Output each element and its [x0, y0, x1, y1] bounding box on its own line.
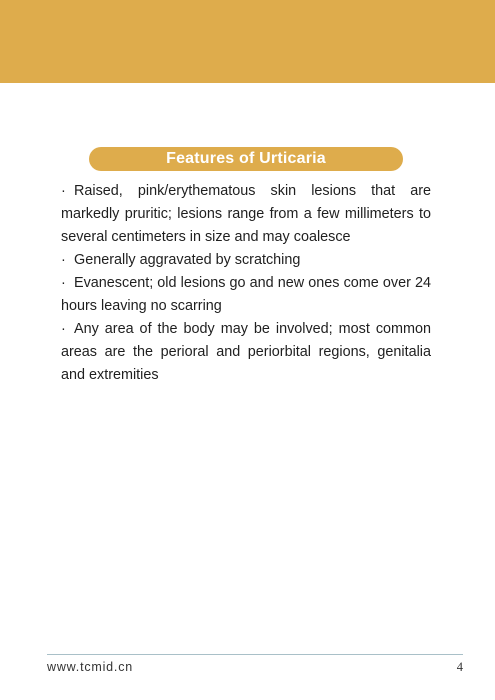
- list-item: [61, 249, 431, 272]
- list-item: [61, 272, 431, 318]
- list-item: [61, 180, 431, 249]
- header-band: [0, 0, 495, 83]
- footer-website: www.tcmid.cn: [47, 660, 134, 674]
- list-item-text: Any area of the body may be involved; most common areas are the perioral and periorbital regions, genitalia and extremities: [61, 321, 431, 383]
- bullet-marker: ·: [61, 252, 66, 268]
- section-title: Features of Urticaria: [89, 147, 403, 171]
- features-list: [61, 180, 431, 387]
- bullet-marker: ·: [61, 183, 66, 199]
- list-item-text: Raised, pink/erythematous skin lesions that are markedly pruritic; lesions range from a few millimeters to several centimeters in size and may coalesce: [61, 183, 431, 245]
- list-item-text: Evanescent; old lesions go and new ones come over 24 hours leaving no scarring: [61, 275, 431, 314]
- list-item-text: Generally aggravated by scratching: [74, 252, 301, 268]
- list-item: [61, 318, 431, 387]
- bullet-marker: ·: [61, 275, 66, 291]
- page-number: 4: [456, 660, 463, 674]
- footer-divider: [47, 654, 463, 655]
- bullet-marker: ·: [61, 321, 66, 337]
